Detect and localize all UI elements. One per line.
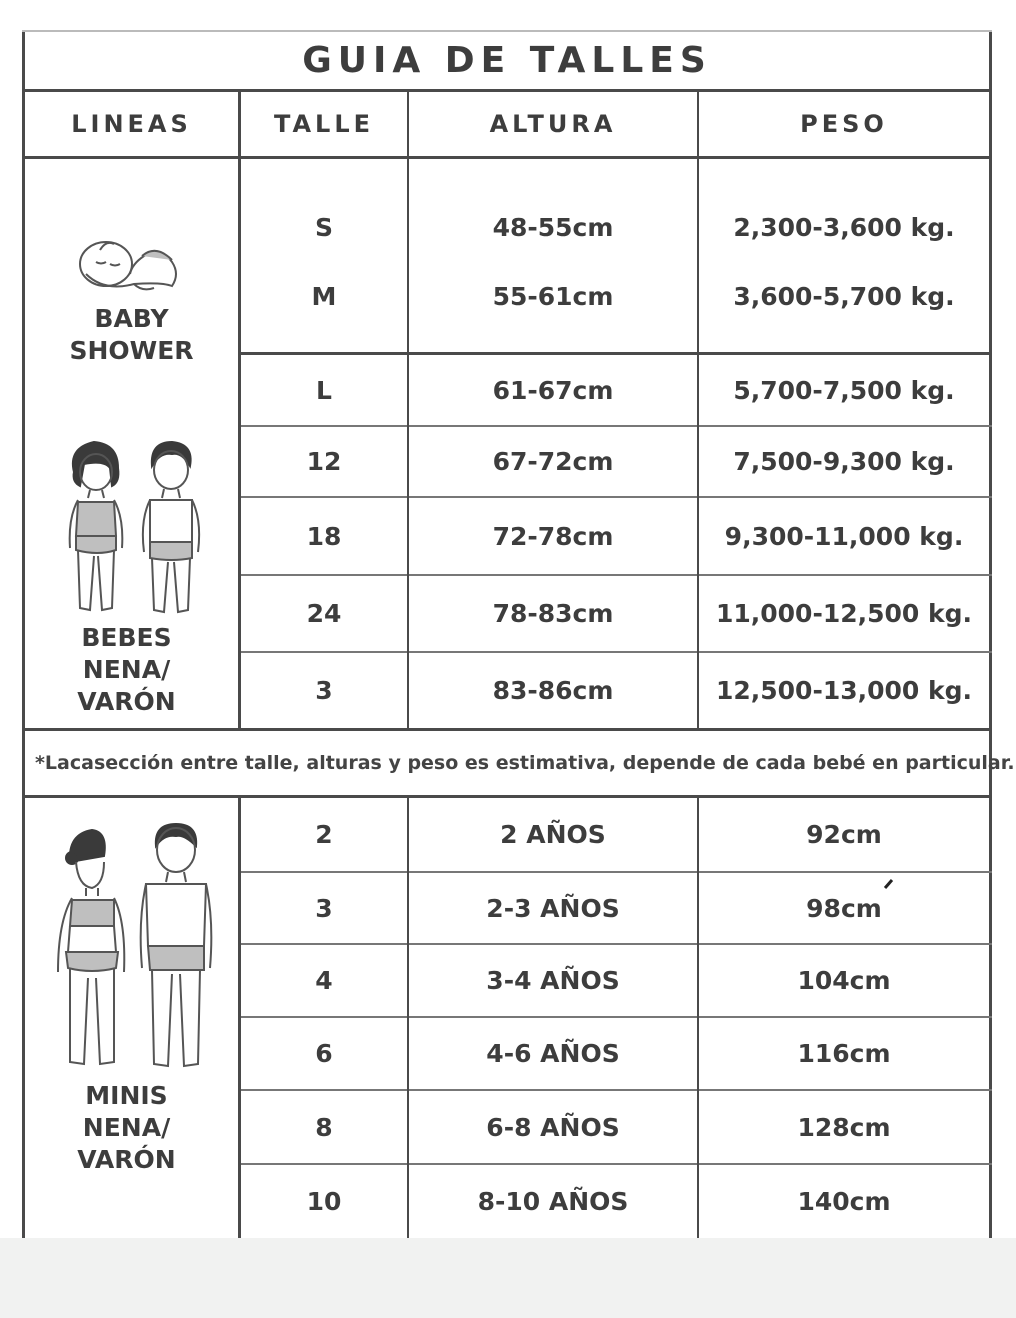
table-cell-talle: L [316,375,332,405]
table-cell-talle: 6 [315,1039,333,1068]
table-cell-talle: 12 [306,447,342,476]
table-cell-talle: 8 [315,1112,333,1142]
table-cell-peso: 7,500-9,300 kg. [733,447,955,476]
child-boy-icon [136,820,216,1072]
table-cell-peso: 2,300-3,600 kg. [733,212,955,242]
line-label-text: VARÓN [77,687,176,716]
sleeping-baby-icon [74,234,186,298]
table-cell-altura: 83-86cm [492,676,614,705]
line-label-bebes [20,620,233,720]
line-label-text: NENA/ [82,1113,171,1142]
table-cell-peso: 12,500-13,000 kg. [715,676,973,705]
baby-girl-icon [64,438,132,618]
table-cell-talle: 10 [306,1187,342,1216]
table-cell-altura: 92cm [806,820,882,849]
header-lineas: LINEAS [71,110,192,138]
table-cell-edad: 2 AÑOS [500,820,606,849]
header-talle: TALLE [273,110,375,138]
table-cell-talle: 3 [315,893,333,923]
table-cell-altura: 55-61cm [492,281,614,311]
rule [22,156,992,159]
table-cell-edad: 6-8 AÑOS [486,1112,620,1142]
table-cell-altura: 140cm [797,1187,891,1216]
table-cell-altura: 61-67cm [492,375,614,405]
line-label-baby-shower [25,300,238,370]
table-cell-altura: 48-55cm [492,212,614,242]
table-cell-talle: 18 [306,521,342,551]
table-cell-edad: 3-4 AÑOS [486,966,620,995]
table-cell-peso: 11,000-12,500 kg. [715,599,973,628]
disclaimer-note: *Lacasección entre talle, alturas y peso es estimativa, depende de cada bebé en particular. [35,752,1015,774]
table-cell-edad: 2-3 AÑOS [486,893,620,923]
line-label-text: BABY [94,304,169,333]
stray-mark-icon [883,878,895,890]
table-cell-altura: 104cm [797,966,891,995]
page-title: GUIA DE TALLES [302,40,712,81]
table-cell-altura: 98cm [806,893,882,923]
table-cell-altura: 67-72cm [492,447,614,476]
table-cell-edad: 8-10 AÑOS [477,1187,629,1216]
table-cell-talle: S [314,212,333,242]
table-cell-peso: 5,700-7,500 kg. [733,375,955,405]
table-cell-peso: 3,600-5,700 kg. [733,281,955,311]
line-label-text: MINIS [85,1081,168,1110]
header-peso: PESO [800,110,888,138]
table-cell-altura: 116cm [797,1039,891,1068]
baby-boy-icon [136,438,206,618]
table-cell-talle: 4 [315,966,333,995]
header-altura: ALTURA [489,110,617,138]
child-girl-icon [52,822,130,1072]
frame-right [989,30,992,1238]
table-cell-altura: 78-83cm [492,599,614,628]
table-cell-altura: 128cm [797,1112,891,1142]
line-label-text: SHOWER [69,336,194,365]
table-cell-talle: M [311,281,337,311]
table-cell-edad: 4-6 AÑOS [486,1039,620,1068]
line-label-minis [20,1078,233,1178]
line-label-text: NENA/ [82,655,171,684]
table-cell-talle: 2 [315,820,333,849]
line-label-text: BEBES [81,623,172,652]
table-cell-talle: 24 [306,599,342,628]
line-label-text: VARÓN [77,1145,176,1174]
table-cell-peso: 9,300-11,000 kg. [724,521,964,551]
table-cell-talle: 3 [315,676,333,705]
table-cell-altura: 72-78cm [492,521,614,551]
